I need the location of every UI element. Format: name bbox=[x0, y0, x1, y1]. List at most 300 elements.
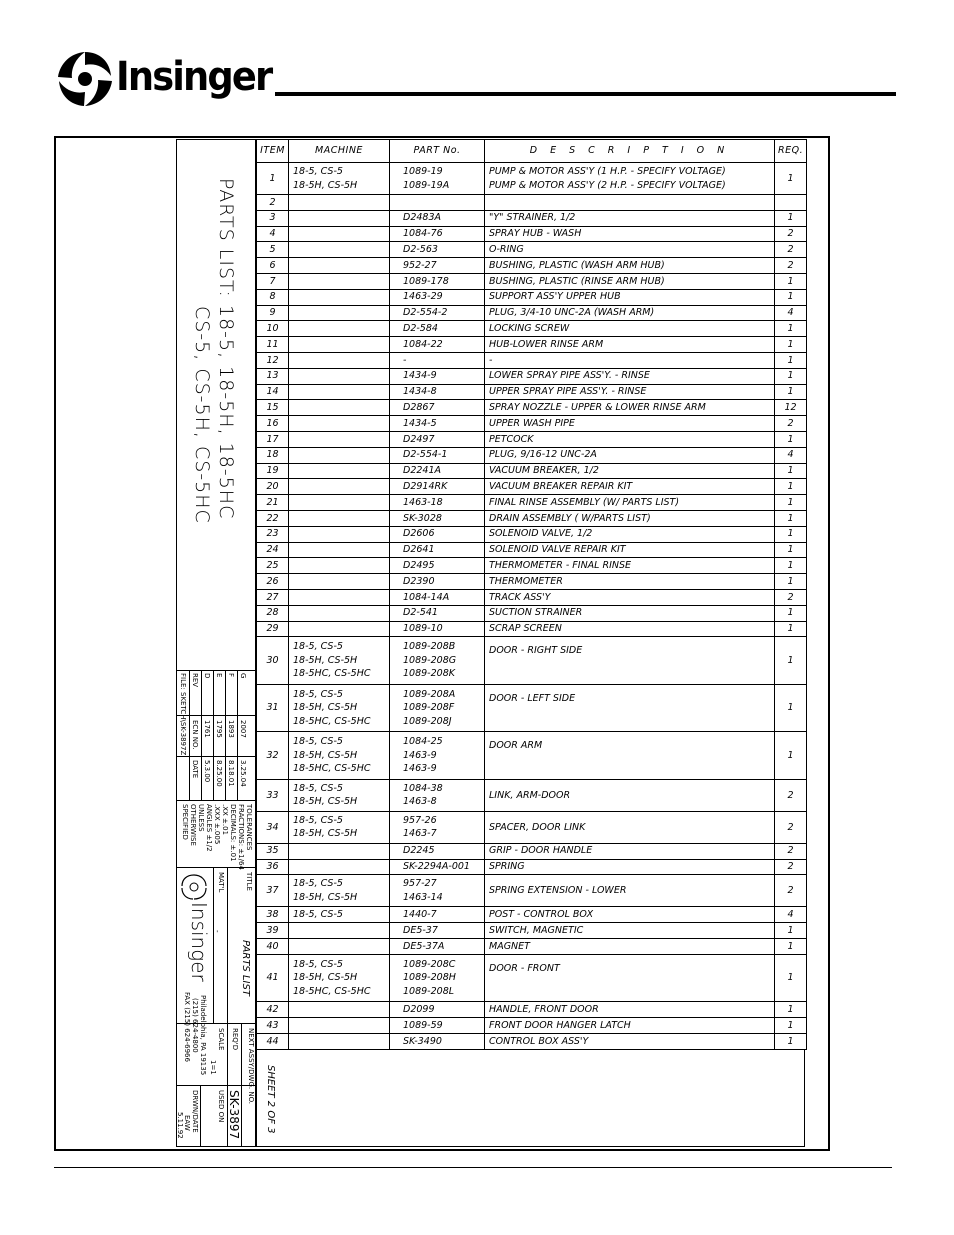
part-cell bbox=[390, 621, 485, 637]
ecn-f: 1893 bbox=[227, 720, 235, 738]
part-cell-line: D2-563 bbox=[403, 244, 438, 256]
tol-8: SPECIFIED bbox=[181, 804, 189, 840]
machine-cell bbox=[289, 289, 390, 305]
part-cell bbox=[390, 400, 485, 416]
table-row bbox=[257, 859, 807, 875]
item-cell: 40 bbox=[257, 939, 289, 955]
part-cell-line: 1463-9 bbox=[403, 749, 437, 761]
parts-list-title: PARTS LIST: 18-5, 18-5H, 18-5HC bbox=[215, 178, 237, 520]
table-row bbox=[257, 589, 807, 605]
description-cell bbox=[485, 574, 775, 590]
description-cell bbox=[485, 226, 775, 242]
table-row bbox=[257, 495, 807, 511]
machine-cell bbox=[289, 811, 390, 843]
header-req: REQ. bbox=[775, 140, 807, 163]
part-cell-line: 1463-14 bbox=[403, 891, 443, 903]
table-row bbox=[257, 463, 807, 479]
tol-6: UNLESS bbox=[197, 804, 205, 832]
part-cell bbox=[390, 811, 485, 843]
machine-cell-line: 18-5HC, CS-5HC bbox=[293, 985, 371, 997]
table-row bbox=[257, 939, 807, 955]
part-cell-line: SK-3028 bbox=[403, 512, 442, 524]
description-cell bbox=[485, 305, 775, 321]
machine-cell bbox=[289, 337, 390, 353]
req-cell: 1 bbox=[775, 289, 807, 305]
item-cell: 22 bbox=[257, 510, 289, 526]
req-cell: 1 bbox=[775, 163, 807, 195]
description-cell bbox=[485, 242, 775, 258]
table-row bbox=[257, 431, 807, 447]
item-cell: 12 bbox=[257, 352, 289, 368]
part-cell bbox=[390, 526, 485, 542]
part-cell bbox=[390, 954, 485, 1002]
req-cell: 1 bbox=[775, 526, 807, 542]
item-cell: 24 bbox=[257, 542, 289, 558]
req-cell: 1 bbox=[775, 495, 807, 511]
machine-cell bbox=[289, 574, 390, 590]
date-e: 8.25.00 bbox=[215, 760, 223, 787]
description-cell-line: SCRAP SCREEN bbox=[489, 623, 562, 635]
item-cell: 8 bbox=[257, 289, 289, 305]
description-cell bbox=[485, 384, 775, 400]
description-cell bbox=[485, 621, 775, 637]
description-cell-line: LINK, ARM-DOOR bbox=[489, 789, 571, 801]
part-cell-line: 1089-208H bbox=[403, 972, 456, 984]
req-cell: 1 bbox=[775, 954, 807, 1002]
date-header: DATE bbox=[191, 760, 199, 779]
brand-wordmark: Insinger bbox=[116, 54, 272, 100]
machine-cell-line: 18-5H, CS-5H bbox=[293, 179, 358, 191]
description-cell-line: PETCOCK bbox=[489, 433, 534, 445]
machine-cell-line: 18-5, CS-5 bbox=[293, 688, 343, 700]
table-header-row bbox=[257, 140, 807, 163]
description-cell bbox=[485, 447, 775, 463]
description-cell bbox=[485, 479, 775, 495]
description-cell bbox=[485, 163, 775, 195]
req-cell: 1 bbox=[775, 321, 807, 337]
table-row bbox=[257, 305, 807, 321]
description-cell-line: UPPER WASH PIPE bbox=[489, 417, 575, 429]
item-cell: 1 bbox=[257, 163, 289, 195]
description-cell-line: GRIP - DOOR HANDLE bbox=[489, 845, 593, 857]
description-cell bbox=[485, 337, 775, 353]
part-cell-line: 1089-208J bbox=[403, 715, 452, 727]
machine-cell bbox=[289, 779, 390, 811]
part-cell-line: D2-584 bbox=[403, 323, 438, 335]
table-row bbox=[257, 416, 807, 432]
description-cell-line: O-RING bbox=[489, 244, 524, 256]
table-row bbox=[257, 195, 807, 211]
item-cell: 25 bbox=[257, 558, 289, 574]
table-row bbox=[257, 321, 807, 337]
req-cell: 1 bbox=[775, 732, 807, 780]
machine-cell-line: 18-5H, CS-5H bbox=[293, 828, 358, 840]
machine-cell bbox=[289, 479, 390, 495]
item-cell: 33 bbox=[257, 779, 289, 811]
part-cell bbox=[390, 337, 485, 353]
machine-cell-line: 18-5HC, CS-5HC bbox=[293, 763, 371, 775]
part-cell bbox=[390, 495, 485, 511]
description-cell bbox=[485, 589, 775, 605]
req-cell: 1 bbox=[775, 510, 807, 526]
ecn-d: 1761 bbox=[203, 720, 211, 738]
description-cell-line: MAGNET bbox=[489, 940, 530, 952]
file-sketch: FILE: SKETCH\SK-3897Z bbox=[179, 673, 187, 756]
item-cell: 34 bbox=[257, 811, 289, 843]
table-row bbox=[257, 779, 807, 811]
machine-cell bbox=[289, 321, 390, 337]
header-machine: MACHINE bbox=[289, 140, 390, 163]
req-cell: 1 bbox=[775, 637, 807, 685]
ecn-header: ECN NO. bbox=[191, 720, 199, 750]
part-cell-line: 957-27 bbox=[403, 878, 437, 890]
description-cell bbox=[485, 859, 775, 875]
description-cell-line: HANDLE, FRONT DOOR bbox=[489, 1003, 599, 1015]
footer-rule bbox=[54, 1167, 892, 1168]
part-cell bbox=[390, 163, 485, 195]
description-cell bbox=[485, 510, 775, 526]
part-cell bbox=[390, 574, 485, 590]
title-label: TITLE bbox=[245, 872, 253, 891]
description-cell bbox=[485, 684, 775, 732]
part-cell-line: 1440-7 bbox=[403, 909, 437, 921]
item-cell: 29 bbox=[257, 621, 289, 637]
title-block bbox=[176, 139, 256, 1147]
machine-cell-line: 18-5, CS-5 bbox=[293, 166, 343, 177]
machine-cell-line: 18-5, CS-5 bbox=[293, 736, 343, 748]
part-cell bbox=[390, 416, 485, 432]
machine-cell bbox=[289, 305, 390, 321]
description-cell bbox=[485, 400, 775, 416]
part-cell bbox=[390, 384, 485, 400]
part-cell-line: D2390 bbox=[403, 575, 435, 587]
machine-cell-line: 18-5, CS-5 bbox=[293, 878, 343, 890]
part-cell-line: D2245 bbox=[403, 845, 435, 857]
description-cell bbox=[485, 1033, 775, 1049]
description-cell-line: SOLENOID VALVE, 1/2 bbox=[489, 528, 593, 540]
table-row bbox=[257, 875, 807, 907]
description-cell bbox=[485, 779, 775, 811]
req-cell: 1 bbox=[775, 368, 807, 384]
part-cell-line: D2497 bbox=[403, 433, 435, 445]
machine-cell-line: 18-5H, CS-5H bbox=[293, 702, 358, 714]
part-cell bbox=[390, 875, 485, 907]
description-cell bbox=[485, 1002, 775, 1018]
part-cell bbox=[390, 226, 485, 242]
description-cell-line: POST - CONTROL BOX bbox=[489, 909, 594, 921]
description-cell bbox=[485, 954, 775, 1002]
description-cell bbox=[485, 416, 775, 432]
description-cell bbox=[485, 907, 775, 923]
rev-d: D bbox=[203, 673, 211, 679]
machine-cell-line: 18-5H, CS-5H bbox=[293, 972, 358, 984]
req-cell: 1 bbox=[775, 273, 807, 289]
part-cell bbox=[390, 779, 485, 811]
machine-cell bbox=[289, 495, 390, 511]
machine-cell bbox=[289, 621, 390, 637]
insinger-small-swirl-icon bbox=[179, 872, 209, 902]
part-cell-line: 1084-38 bbox=[403, 782, 443, 794]
description-cell bbox=[485, 321, 775, 337]
machine-cell bbox=[289, 447, 390, 463]
description-cell-line: THERMOMETER - FINAL RINSE bbox=[489, 559, 632, 571]
part-cell bbox=[390, 352, 485, 368]
part-cell bbox=[390, 1033, 485, 1049]
part-cell bbox=[390, 843, 485, 859]
description-cell-line: DOOR - FRONT bbox=[489, 962, 560, 974]
part-cell-line: D2641 bbox=[403, 544, 435, 556]
description-cell bbox=[485, 843, 775, 859]
part-cell bbox=[390, 368, 485, 384]
company-name: Insinger bbox=[187, 902, 211, 982]
machine-cell bbox=[289, 400, 390, 416]
item-cell: 3 bbox=[257, 210, 289, 226]
part-cell-line: 1089-208F bbox=[403, 702, 455, 714]
machine-cell bbox=[289, 875, 390, 907]
req-cell: 2 bbox=[775, 258, 807, 274]
req-cell: 1 bbox=[775, 621, 807, 637]
req-cell: 2 bbox=[775, 843, 807, 859]
req-cell: 1 bbox=[775, 1033, 807, 1049]
tol-0: TOLERANCES bbox=[245, 804, 253, 851]
machine-cell bbox=[289, 163, 390, 195]
rev-e: E bbox=[215, 673, 223, 678]
machine-cell bbox=[289, 589, 390, 605]
description-cell bbox=[485, 431, 775, 447]
part-cell bbox=[390, 463, 485, 479]
description-cell-line: THERMOMETER bbox=[489, 575, 563, 587]
parts-table-body bbox=[257, 163, 807, 1050]
req-cell: 2 bbox=[775, 416, 807, 432]
part-cell-line: 1434-8 bbox=[403, 386, 437, 398]
ecn-g: 2007 bbox=[239, 720, 247, 738]
title-value: PARTS LIST bbox=[240, 940, 251, 996]
table-row bbox=[257, 621, 807, 637]
machine-cell bbox=[289, 1002, 390, 1018]
description-cell-line: SPRAY HUB - WASH bbox=[489, 228, 582, 240]
description-cell bbox=[485, 1018, 775, 1034]
part-cell bbox=[390, 542, 485, 558]
table-row bbox=[257, 479, 807, 495]
machine-cell bbox=[289, 210, 390, 226]
part-cell-line: 1084-25 bbox=[403, 736, 443, 748]
machine-cell bbox=[289, 907, 390, 923]
item-cell: 2 bbox=[257, 195, 289, 211]
item-cell: 13 bbox=[257, 368, 289, 384]
req-cell: 1 bbox=[775, 431, 807, 447]
description-cell bbox=[485, 526, 775, 542]
table-row bbox=[257, 258, 807, 274]
table-row bbox=[257, 368, 807, 384]
machine-cell bbox=[289, 542, 390, 558]
part-cell-line: 1089-208K bbox=[403, 668, 455, 680]
address-1: (215) 624-4800 bbox=[191, 998, 199, 1053]
machine-cell bbox=[289, 923, 390, 939]
table-row bbox=[257, 163, 807, 195]
table-row bbox=[257, 843, 807, 859]
item-cell: 14 bbox=[257, 384, 289, 400]
item-cell: 26 bbox=[257, 574, 289, 590]
req-cell: 1 bbox=[775, 463, 807, 479]
part-cell-line: 1434-9 bbox=[403, 370, 437, 382]
item-cell: 6 bbox=[257, 258, 289, 274]
machine-cell bbox=[289, 859, 390, 875]
description-cell-line: - bbox=[489, 354, 493, 366]
machine-cell bbox=[289, 368, 390, 384]
part-cell-line: 1084-22 bbox=[403, 338, 443, 350]
machine-cell bbox=[289, 558, 390, 574]
part-cell-line: 1089-208B bbox=[403, 641, 456, 653]
part-cell-line: 1084-76 bbox=[403, 228, 443, 240]
item-cell: 17 bbox=[257, 431, 289, 447]
part-cell bbox=[390, 289, 485, 305]
req-cell: 1 bbox=[775, 684, 807, 732]
req-cell: 1 bbox=[775, 210, 807, 226]
description-cell-line: LOWER SPRAY PIPE ASS'Y. - RINSE bbox=[489, 370, 650, 382]
item-cell: 16 bbox=[257, 416, 289, 432]
date-f: 8.18.01 bbox=[227, 760, 235, 787]
scale-label: SCALE bbox=[217, 1028, 225, 1051]
machine-cell-line: 18-5H, CS-5H bbox=[293, 749, 358, 761]
machine-cell bbox=[289, 637, 390, 685]
machine-cell bbox=[289, 258, 390, 274]
part-cell-line: D2606 bbox=[403, 528, 435, 540]
part-cell bbox=[390, 431, 485, 447]
item-cell: 11 bbox=[257, 337, 289, 353]
req-cell: 1 bbox=[775, 939, 807, 955]
part-cell bbox=[390, 939, 485, 955]
item-cell: 5 bbox=[257, 242, 289, 258]
req-cell: 1 bbox=[775, 1002, 807, 1018]
req-cell: 1 bbox=[775, 337, 807, 353]
part-cell-line: D2867 bbox=[403, 402, 435, 413]
drawn-label: DRWN/DATE bbox=[191, 1090, 199, 1133]
machine-cell-line: 18-5H, CS-5H bbox=[293, 796, 358, 808]
machine-cell-line: 18-5, CS-5 bbox=[293, 641, 343, 653]
req-cell: 4 bbox=[775, 447, 807, 463]
req-cell: 1 bbox=[775, 574, 807, 590]
description-cell-line: SOLENOID VALVE REPAIR KIT bbox=[489, 544, 626, 556]
header-description: D E S C R I P T I O N bbox=[485, 140, 775, 163]
part-cell-line: 1089-208C bbox=[403, 958, 456, 970]
description-cell-line: PUMP & MOTOR ASS'Y (2 H.P. - SPECIFY VOLTAGE) bbox=[489, 179, 726, 191]
date-d: 5.3.00 bbox=[203, 760, 211, 783]
part-cell bbox=[390, 510, 485, 526]
description-cell-line: DOOR - LEFT SIDE bbox=[489, 692, 576, 704]
item-cell: 41 bbox=[257, 954, 289, 1002]
part-cell bbox=[390, 195, 485, 211]
table-row bbox=[257, 447, 807, 463]
description-cell-line: PLUG, 9/16-12 UNC-2A bbox=[489, 449, 597, 461]
item-cell: 21 bbox=[257, 495, 289, 511]
parts-table bbox=[256, 139, 807, 1050]
machine-cell bbox=[289, 732, 390, 780]
machine-cell bbox=[289, 226, 390, 242]
description-cell-line: BUSHING, PLASTIC (RINSE ARM HUB) bbox=[489, 275, 665, 287]
req-cell: 4 bbox=[775, 305, 807, 321]
part-cell bbox=[390, 479, 485, 495]
machine-cell-line: 18-5, CS-5 bbox=[293, 814, 343, 826]
table-row bbox=[257, 400, 807, 416]
insinger-logo bbox=[54, 48, 276, 110]
req-cell: 1 bbox=[775, 384, 807, 400]
description-cell-line: SUPPORT ASS'Y UPPER HUB bbox=[489, 291, 621, 303]
table-row bbox=[257, 1018, 807, 1034]
table-row bbox=[257, 273, 807, 289]
item-cell: 19 bbox=[257, 463, 289, 479]
part-cell-line: 1463-9 bbox=[403, 763, 437, 775]
item-cell: 28 bbox=[257, 605, 289, 621]
item-cell: 36 bbox=[257, 859, 289, 875]
item-cell: 31 bbox=[257, 684, 289, 732]
req-cell: 1 bbox=[775, 352, 807, 368]
table-row bbox=[257, 954, 807, 1002]
req-cell: 1 bbox=[775, 1018, 807, 1034]
description-cell-line: SPRAY NOZZLE - UPPER & LOWER RINSE ARM bbox=[489, 402, 706, 413]
part-cell bbox=[390, 923, 485, 939]
item-cell: 27 bbox=[257, 589, 289, 605]
item-cell: 15 bbox=[257, 400, 289, 416]
part-cell-line: D2-541 bbox=[403, 607, 438, 619]
part-cell bbox=[390, 605, 485, 621]
machine-cell bbox=[289, 526, 390, 542]
description-cell bbox=[485, 210, 775, 226]
description-cell bbox=[485, 542, 775, 558]
machine-cell bbox=[289, 195, 390, 211]
item-cell: 30 bbox=[257, 637, 289, 685]
part-cell bbox=[390, 684, 485, 732]
req-cell: 1 bbox=[775, 558, 807, 574]
table-row bbox=[257, 684, 807, 732]
description-cell bbox=[485, 732, 775, 780]
table-row bbox=[257, 352, 807, 368]
part-cell-line: D2914RK bbox=[403, 480, 448, 492]
machine-cell bbox=[289, 1018, 390, 1034]
item-cell: 9 bbox=[257, 305, 289, 321]
used-on-label: USED ON bbox=[217, 1090, 225, 1123]
description-cell bbox=[485, 923, 775, 939]
machine-cell bbox=[289, 605, 390, 621]
table-row bbox=[257, 923, 807, 939]
machine-cell-line: 18-5, CS-5 bbox=[293, 782, 343, 794]
description-cell-line: SUCTION STRAINER bbox=[489, 607, 583, 619]
part-cell-line: 1463-7 bbox=[403, 828, 437, 840]
part-cell-line: D2-554-1 bbox=[403, 449, 448, 461]
tol-3: .XX ±.01 bbox=[221, 804, 229, 836]
description-cell-line: SPRING EXTENSION - LOWER bbox=[489, 885, 627, 897]
drawn-date: 5.11.92 bbox=[176, 1112, 184, 1139]
part-cell-line: D2241A bbox=[403, 465, 441, 477]
req-cell: 1 bbox=[775, 479, 807, 495]
rev-header: REV bbox=[191, 673, 199, 688]
part-cell bbox=[390, 210, 485, 226]
rev-f: F bbox=[227, 673, 235, 678]
description-cell-line: LOCKING SCREW bbox=[489, 323, 570, 335]
machine-cell-line: 18-5H, CS-5H bbox=[293, 654, 358, 666]
part-cell bbox=[390, 637, 485, 685]
req-cell: 2 bbox=[775, 242, 807, 258]
tol-4: .XXX ±.005 bbox=[213, 804, 221, 845]
description-cell-line: TRACK ASS'Y bbox=[489, 591, 551, 603]
machine-cell bbox=[289, 431, 390, 447]
part-cell-line: 1089-208G bbox=[403, 654, 457, 666]
machine-cell bbox=[289, 843, 390, 859]
part-cell-line: 957-26 bbox=[403, 814, 437, 826]
item-cell: 20 bbox=[257, 479, 289, 495]
part-cell bbox=[390, 732, 485, 780]
description-cell bbox=[485, 558, 775, 574]
table-row bbox=[257, 1033, 807, 1049]
